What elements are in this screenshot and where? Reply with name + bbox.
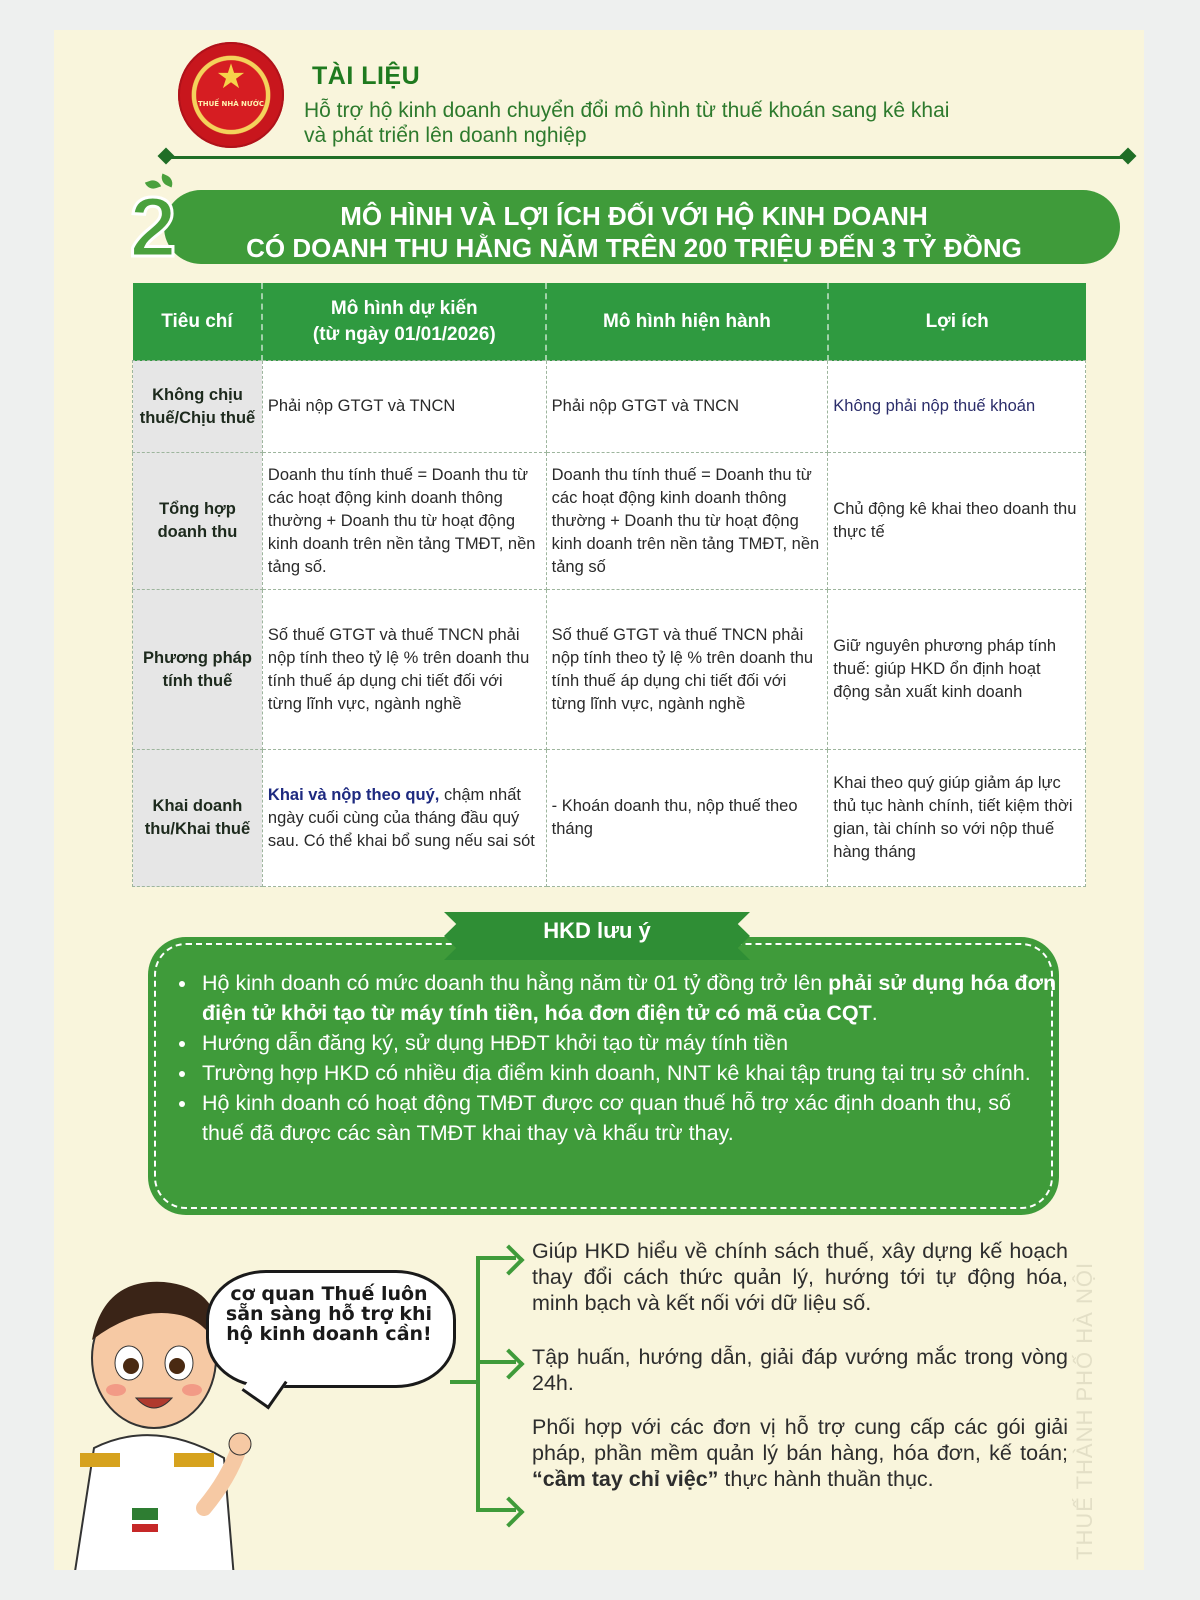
benefit-cell: Giữ nguyên phương pháp tính thuế: giúp HKD ổn định hoạt động sản xuất kinh doanh <box>828 590 1086 750</box>
document-title: TÀI LIỆU <box>312 62 421 90</box>
note-text: Hộ kinh doanh có mức doanh thu hằng năm từ 01 tỷ đồng trở lên <box>202 971 829 995</box>
watermark: THUẾ THÀNH PHỐ HÀ NỘI <box>1072 1261 1097 1560</box>
proposed-cell: Doanh thu tính thuế = Doanh thu từ các hoạt động kinh doanh thông thường + Doanh thu từ hoạt động kinh doanh trên nền tảng TMĐT, nền tảng số. <box>262 453 546 590</box>
notes-title: HKD lưu ý <box>543 918 651 943</box>
arrow-right-icon <box>493 1244 524 1275</box>
benefit-3-end: thực hành thuần thục. <box>718 1467 934 1491</box>
table-header-row <box>133 283 1086 361</box>
support-benefit-3 <box>532 1414 1068 1492</box>
table-row <box>133 590 1086 750</box>
star-icon: ★ <box>215 57 247 97</box>
proposed-cell <box>262 750 546 887</box>
section-title <box>184 200 1084 264</box>
subtitle-line-2: và phát triển lên doanh nghiệp <box>304 124 587 147</box>
criteria-cell: Phương pháp tính thuế <box>133 590 263 750</box>
header-proposed-line-2: (từ ngày 01/01/2026) <box>312 323 496 345</box>
criteria-cell: Tổng hợp doanh thu <box>133 453 263 590</box>
benefit-cell: Khai theo quý giúp giảm áp lực thủ tục hành chính, tiết kiệm thời gian, tài chính so với nộp thuế hàng tháng <box>828 750 1086 887</box>
note-item: • Trường hợp HKD có nhiều địa điểm kinh doanh, NNT kê khai tập trung tại trụ sở chính. <box>198 1058 1058 1088</box>
section-title-line-2: CÓ DOANH THU HẰNG NĂM TRÊN 200 TRIỆU ĐẾN 3 TỶ ĐỒNG <box>246 233 1022 263</box>
current-cell: Doanh thu tính thuế = Doanh thu từ các hoạt động kinh doanh thông thường + Doanh thu từ hoạt động kinh doanh trên nền tảng TMĐT, nền tảng số <box>546 453 828 590</box>
table-row <box>133 453 1086 590</box>
arrow-bracket-stem <box>450 1380 478 1384</box>
logo-center-text: THUẾ NHÀ NƯỚC <box>197 100 265 108</box>
table-row <box>133 750 1086 887</box>
criteria-cell: Không chịu thuế/Chịu thuế <box>133 361 263 453</box>
header-divider <box>166 156 1128 159</box>
header-benefit: Lợi ích <box>828 283 1086 361</box>
subtitle-line-1: Hỗ trợ hộ kinh doanh chuyển đổi mô hình từ thuế khoán sang kê khai <box>304 99 950 122</box>
note-item: • Hộ kinh doanh có hoạt động TMĐT được cơ quan thuế hỗ trợ xác định doanh thu, số thuế đã được các sàn TMĐT khai thay và khấu trừ thay. <box>198 1088 1058 1148</box>
note-item <box>198 968 1058 1028</box>
benefit-cell: Không phải nộp thuế khoán <box>828 361 1086 453</box>
section-title-line-1: MÔ HÌNH VÀ LỢI ÍCH ĐỐI VỚI HỘ KINH DOANH <box>340 201 928 231</box>
proposed-cell: Số thuế GTGT và thuế TNCN phải nộp tính theo tỷ lệ % trên doanh thu tính thuế áp dụng chi tiết đối với từng lĩnh vực, ngành nghề <box>262 590 546 750</box>
header-criteria: Tiêu chí <box>133 283 263 361</box>
support-benefit-2: Tập huấn, hướng dẫn, giải đáp vướng mắc trong vòng 24h. <box>532 1345 1068 1395</box>
current-cell: - Khoán doanh thu, nộp thuế theo tháng <box>546 750 828 887</box>
header-proposed-model <box>262 283 546 361</box>
arrow-right-icon <box>493 1496 524 1527</box>
tax-department-logo <box>178 42 284 148</box>
divider-left-diamond <box>158 148 175 165</box>
benefit-cell: Chủ động kê khai theo doanh thu thực tế <box>828 453 1086 590</box>
speech-text: cơ quan Thuế luôn sẵn sàng hỗ trợ khi hộ kinh doanh cần! <box>225 1283 433 1345</box>
divider-right-diamond <box>1120 148 1137 165</box>
note-emphasis: phải sử dụng hóa đơn điện tử khởi tạo từ máy tính tiền, hóa đơn điện tử có mã của CQT <box>202 971 1057 1025</box>
table-row <box>133 361 1086 453</box>
proposed-text: chậm nhất ngày cuối cùng của tháng đầu quý sau. Có thể khai bổ sung nếu sai sót <box>267 785 535 850</box>
note-item: • Hướng dẫn đăng ký, sử dụng HĐĐT khởi tạo từ máy tính tiền <box>198 1028 1058 1058</box>
benefit-3-emphasis: “cầm tay chỉ việc” <box>532 1467 719 1491</box>
criteria-cell: Khai doanh thu/Khai thuế <box>133 750 263 887</box>
section-number: 2 <box>129 180 177 274</box>
proposed-cell: Phải nộp GTGT và TNCN <box>262 361 546 453</box>
header-current-model: Mô hình hiện hành <box>546 283 828 361</box>
current-cell: Phải nộp GTGT và TNCN <box>546 361 828 453</box>
proposed-emphasis: Khai và nộp theo quý, <box>267 785 440 804</box>
comparison-table <box>132 283 1086 887</box>
header-proposed-line-1: Mô hình dự kiến <box>330 297 478 319</box>
arrow-right-icon <box>493 1348 524 1379</box>
benefit-3-text: Phối hợp với các đơn vị hỗ trợ cung cấp các gói giải pháp, phần mềm quản lý bán hàng, hóa đơn, kế toán; <box>532 1415 1068 1465</box>
document-subtitle <box>304 98 1024 148</box>
note-text-end: . <box>871 1001 878 1025</box>
document-page <box>54 30 1144 1570</box>
support-benefit-1: Giúp HKD hiểu về chính sách thuế, xây dựng kế hoạch thay đổi cách thức quản lý, hướng tới tự động hóa, minh bạch và kết nối với dữ liệu số. <box>532 1239 1068 1315</box>
notes-list <box>174 968 1058 1148</box>
current-cell: Số thuế GTGT và thuế TNCN phải nộp tính theo tỷ lệ % trên doanh thu tính thuế áp dụng chi tiết đối với từng lĩnh vực, ngành nghề <box>546 590 828 750</box>
